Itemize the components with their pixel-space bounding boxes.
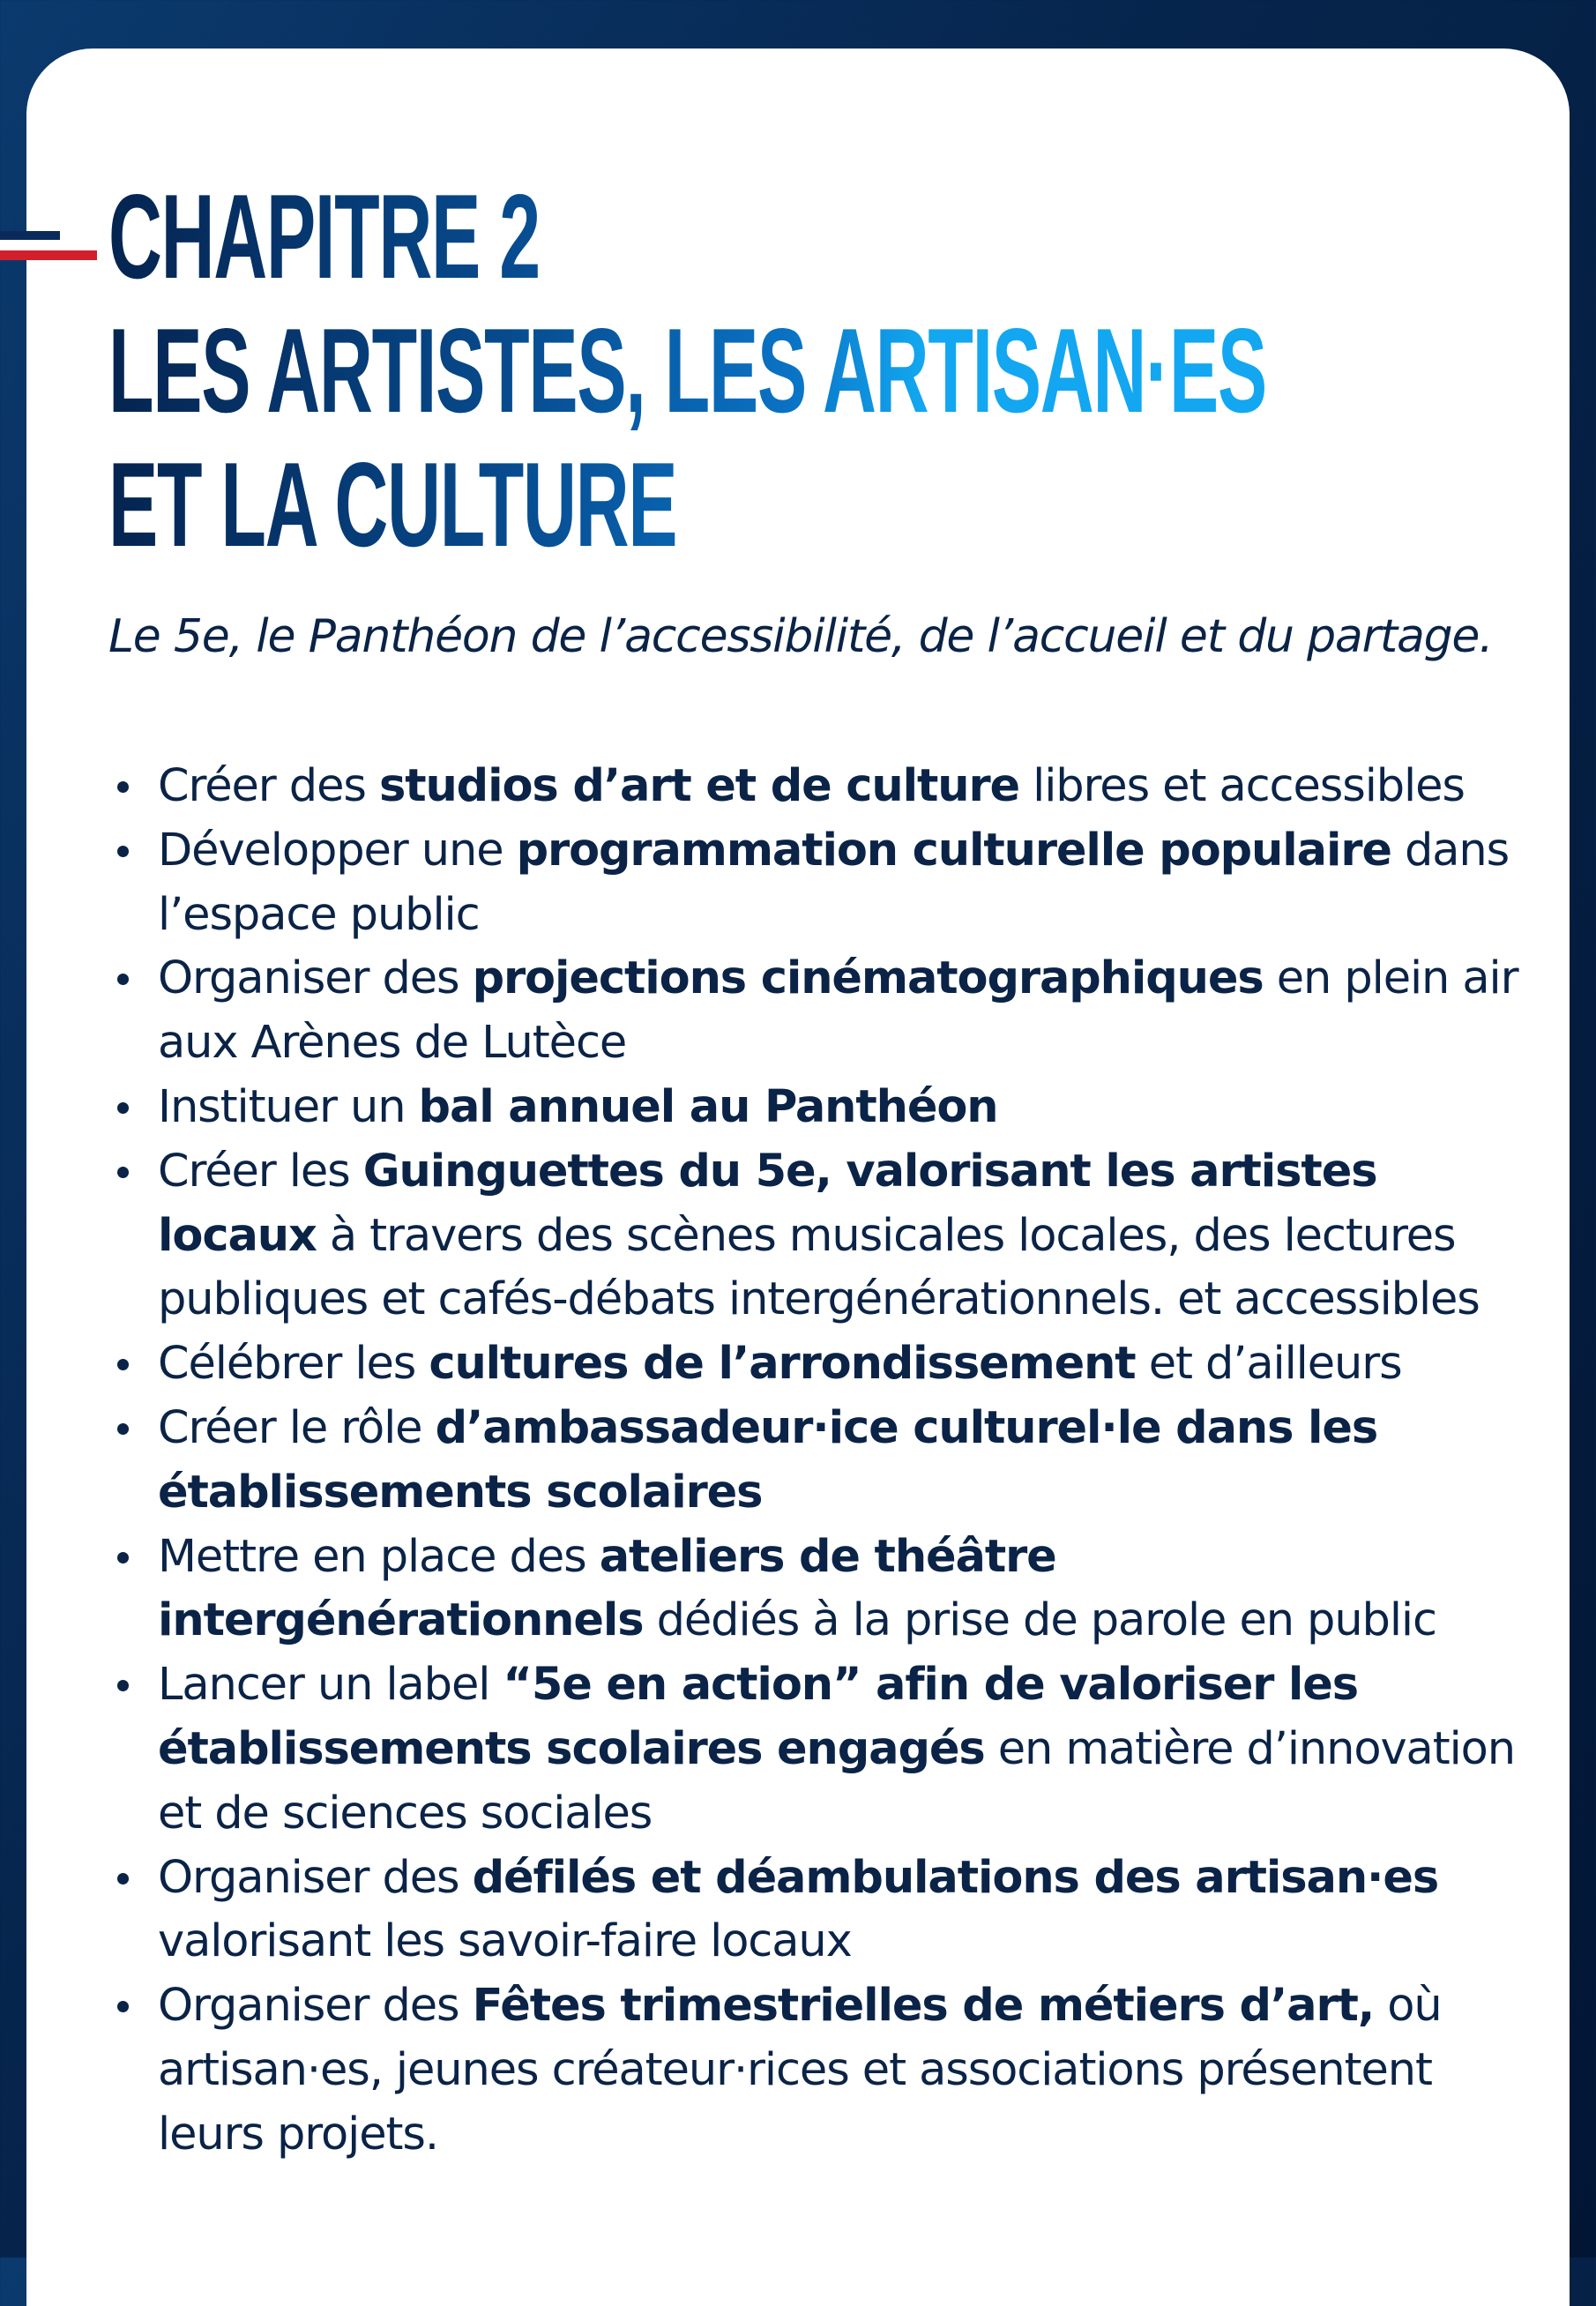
- item-text-regular: Créer les: [158, 1145, 363, 1198]
- item-text-bold: ateliers de théâtre intergénérationnels: [158, 1530, 1056, 1647]
- list-item: [108, 1847, 1519, 1975]
- list-item: [108, 1140, 1519, 1332]
- item-text-regular: Lancer un label: [158, 1659, 503, 1712]
- item-text-regular: Organiser des: [158, 952, 473, 1005]
- bullet-icon: [117, 1552, 129, 1563]
- item-text-regular: à travers des scènes musicales locales, des lectures publiques et cafés-débats intergénérationnels. et accessibles: [158, 1209, 1480, 1326]
- item-text-bold: bal annuel au Panthéon: [418, 1080, 998, 1133]
- item-text-regular: Organiser des: [158, 1980, 473, 2033]
- item-text-bold: “5e en action” afin de valoriser les établissements scolaires engagés: [158, 1659, 1359, 1775]
- item-text-regular: Créer des: [158, 760, 379, 812]
- chapter-title-line-3: ET LA CULTURE: [108, 437, 677, 571]
- item-text-regular: dans l’espace public: [158, 824, 1510, 941]
- list-item: [108, 1653, 1519, 1846]
- bullet-icon: [117, 1359, 129, 1370]
- item-text-bold: Guinguettes du 5e, valorisant les artistes locaux: [158, 1145, 1377, 1262]
- list-item: [108, 1397, 1519, 1526]
- chapter-title: [108, 169, 1421, 571]
- bullet-icon: [117, 1167, 129, 1178]
- item-text-bold: studios d’art et de culture: [378, 760, 1020, 812]
- item-text-regular: en matière d’innovation et de sciences sociales: [158, 1722, 1515, 1840]
- list-item: [108, 947, 1519, 1076]
- proposal-list: [108, 755, 1519, 2168]
- item-text-regular: Instituer un: [158, 1080, 419, 1133]
- marker-stripe-red: [0, 250, 97, 260]
- item-text-regular: où artisan·es, jeunes créateur·rices et associations présentent leurs projets.: [158, 1980, 1442, 2160]
- bullet-icon: [117, 1680, 129, 1691]
- list-item: [108, 1974, 1519, 2167]
- item-text-regular: valorisant les savoir-faire locaux: [158, 1915, 852, 1968]
- marker-stripe-white: [0, 240, 97, 250]
- bullet-icon: [117, 1873, 129, 1884]
- item-text-regular: Développer une: [158, 824, 517, 877]
- list-item: [108, 819, 1519, 948]
- item-text-bold: Fêtes trimestrielles de métiers d’art,: [472, 1980, 1375, 2033]
- bullet-icon: [117, 1102, 129, 1114]
- tricolor-marker: [0, 228, 97, 263]
- item-text-regular: dédiés à la prise de parole en public: [643, 1594, 1436, 1647]
- item-text-regular: libres et accessibles: [1019, 760, 1465, 812]
- bullet-icon: [117, 1423, 129, 1435]
- marker-stripe-blue: [0, 231, 60, 240]
- bullet-icon: [117, 974, 129, 985]
- item-text-regular: et d’ailleurs: [1135, 1338, 1402, 1391]
- list-item: [108, 755, 1519, 819]
- item-text-regular: Célébrer les: [158, 1338, 429, 1391]
- bullet-icon: [117, 846, 129, 857]
- item-text-regular: Mettre en place des: [158, 1530, 600, 1583]
- item-text-bold: défilés et déambulations des artisan·es: [472, 1851, 1439, 1904]
- list-item: [108, 1526, 1519, 1654]
- item-text-bold: d’ambassadeur·ice culturel·le dans les établissements scolaires: [158, 1401, 1378, 1519]
- chapter-title-line-1: CHAPITRE 2: [108, 169, 540, 303]
- item-text-regular: Créer le rôle: [158, 1401, 436, 1454]
- item-text-bold: projections cinématographiques: [472, 952, 1264, 1005]
- item-text-regular: Organiser des: [158, 1851, 473, 1904]
- list-item: [108, 1332, 1519, 1397]
- list-item: [108, 1076, 1519, 1140]
- item-text-bold: programmation culturelle populaire: [516, 824, 1391, 877]
- chapter-title-line-2: LES ARTISTES, LES ARTISAN·ES: [108, 303, 1266, 437]
- item-text-bold: cultures de l’arrondissement: [429, 1338, 1136, 1391]
- bullet-icon: [117, 2001, 129, 2012]
- bullet-icon: [117, 781, 129, 793]
- item-text-regular: en plein air aux Arènes de Lutèce: [158, 952, 1518, 1070]
- chapter-subtitle: Le 5e, le Panthéon de l’accessibilité, de l’accueil et du partage.: [108, 610, 1493, 663]
